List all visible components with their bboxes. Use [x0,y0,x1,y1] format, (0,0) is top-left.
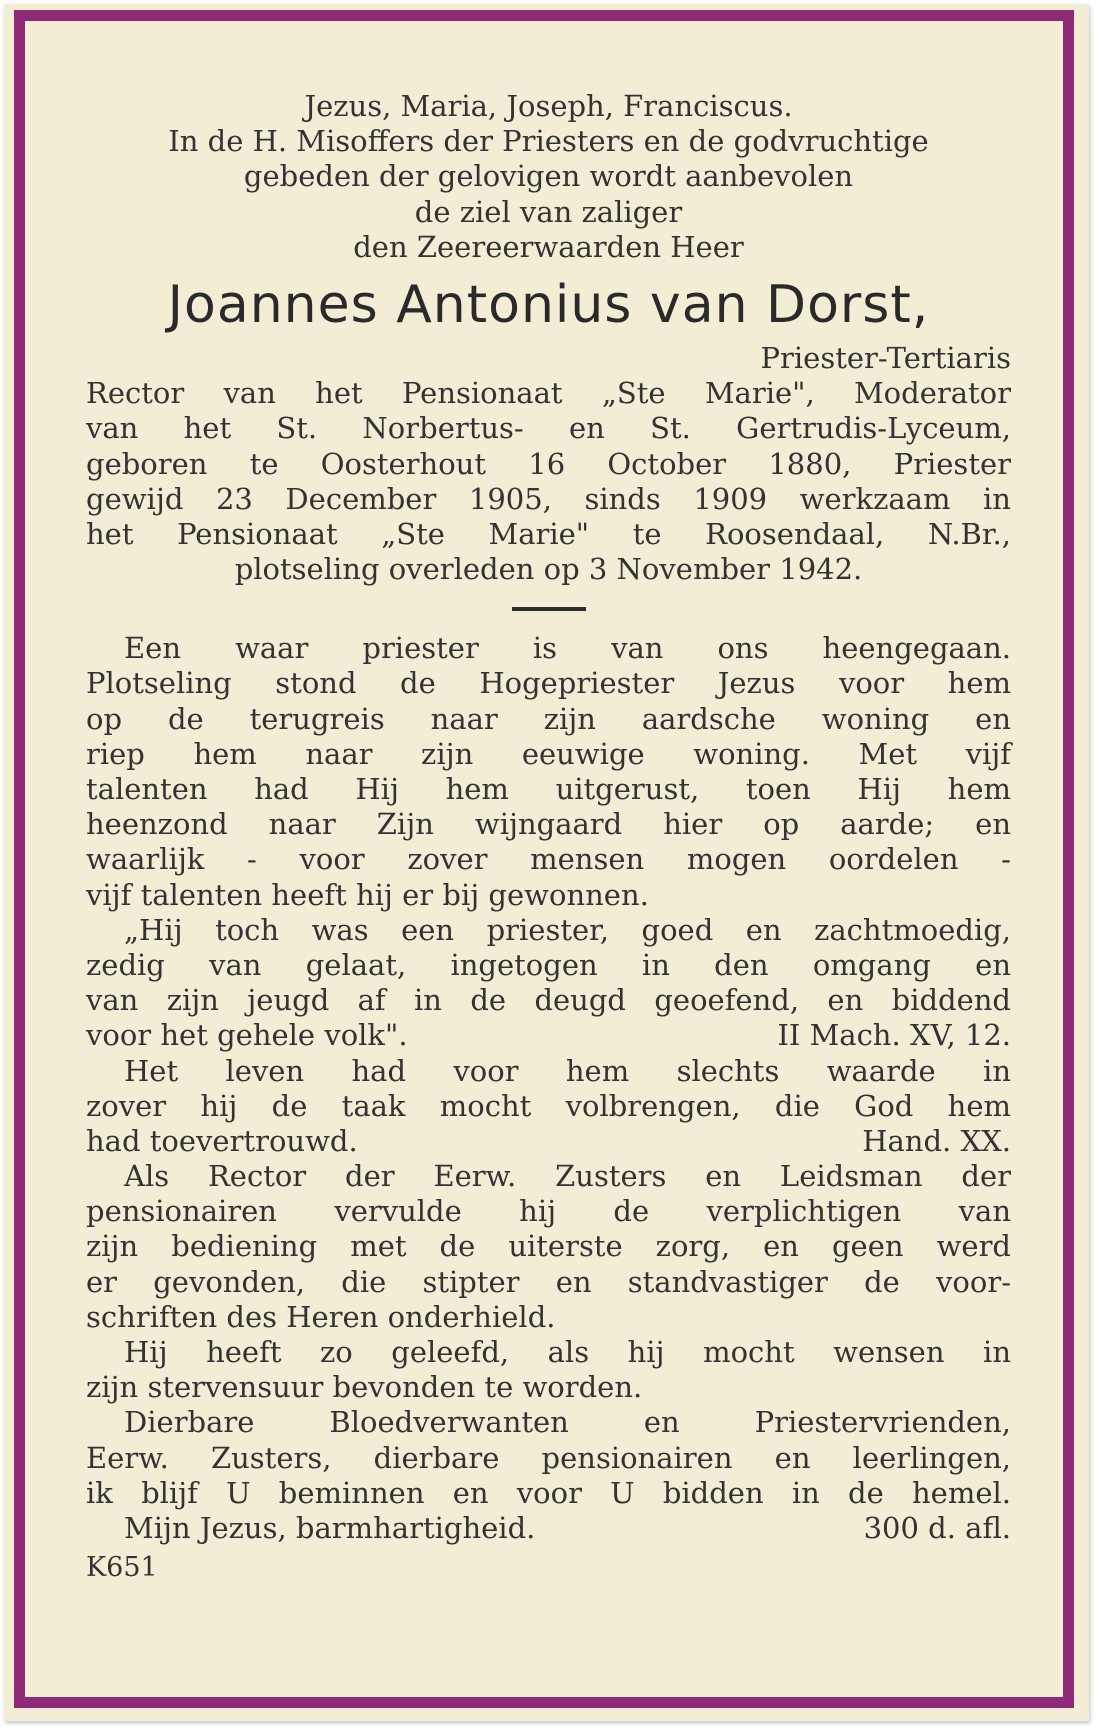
intro-line: de ziel van zaliger [414,194,683,229]
body-line: Als Rector der Eerw. Zusters en Leidsman der [124,1159,1011,1194]
body-line: Dierbare Bloedverwanten en Priestervrienden, [124,1405,1011,1440]
body-line: pensionairen vervulde hij de verplichtigen van [86,1194,1011,1229]
quote-end-line [86,1018,1011,1053]
body-line: heenzond naar Zijn wijngaard hier op aarde; en [86,807,1011,842]
indulgence-note: 300 d. afl. [863,1510,1011,1545]
body-line: zijn stervensuur bevonden te worden. [86,1370,643,1405]
body-line: schriften des Heren onderhield. [86,1299,556,1334]
body-line: Eerw. Zusters, dierbare pensionairen en leerlingen, [86,1440,1011,1475]
biography-line: plotseling overleden op 3 November 1942. [234,552,863,587]
biography-line: het Pensionaat „Ste Marie" te Roosendaal, N.Br., [86,516,1011,551]
print-code: K651 [86,1552,158,1584]
deceased-order: Priester-Tertiaris [760,340,1011,375]
body-line: zijn bediening met de uiterste zorg, en geen werd [86,1229,1011,1264]
body-line: zedig van gelaat, ingetogen in den omgang en [86,947,1011,982]
body-line: Het leven had voor hem slechts waarde in [124,1053,1011,1088]
body-line: zover hij de taak mocht volbrengen, die God hem [86,1088,1011,1123]
quote-end-line [86,1124,1011,1159]
body-line: had toevertrouwd. [86,1123,358,1158]
body-line: voor het gehele volk". [86,1018,408,1053]
body-line: riep hem naar zijn eeuwige woning. Met vijf [86,736,1011,771]
body-line: van zijn jeugd af in de deugd geoefend, en biddend [86,983,1011,1018]
body-line: er gevonden, die stipter en standvastiger de voor- [86,1264,1011,1299]
biography-line: van het St. Norbertus- en St. Gertrudis-Lyceum, [86,411,1011,446]
invocation: Jezus, Maria, Joseph, Franciscus. [304,89,793,123]
body-line: Hij heeft zo geleefd, als hij mocht wensen in [124,1335,1011,1369]
body-line: Plotseling stond de Hogepriester Jezus voor hem [86,666,1011,701]
deceased-name: Joannes Antonius van Dorst, [167,274,930,335]
biography-line: gewijd 23 December 1905, sinds 1909 werkzaam in [86,481,1011,516]
prayer-line [86,1511,1011,1546]
body-line: op de terugreis naar zijn aardsche woning en [86,701,1011,736]
biography-line: Rector van het Pensionaat „Ste Marie", Moderator [86,376,1011,411]
memorial-card [4,4,1089,1721]
intro-line: den Zeereerwaarden Heer [353,229,744,264]
body-line: talenten had Hij hem uitgerust, toen Hij hem [86,772,1011,806]
body-line: Mijn Jezus, barmhartigheid. [124,1510,536,1545]
scripture-reference: Hand. XX. [862,1123,1011,1158]
intro-line: In de H. Misoffers der Priesters en de godvruchtige [168,124,929,159]
scripture-reference: II Mach. XV, 12. [777,1018,1011,1053]
section-divider [512,607,586,611]
section-divider-wrap [86,587,1011,631]
body-line: ik blijf U beminnen en voor U bidden in de hemel. [86,1475,1011,1510]
biography-line: geboren te Oosterhout 16 October 1880, Priester [86,446,1011,481]
card-text [86,89,1011,1585]
body-line: Een waar priester is van ons heengegaan. [124,631,1011,666]
intro-line: gebeden der gelovigen wordt aanbevolen [243,159,854,194]
body-line: waarlijk - voor zover mensen mogen oordelen - [86,842,1011,877]
body-line: vijf talenten heeft hij er bij gewonnen. [86,877,649,912]
body-line: „Hij toch was een priester, goed en zachtmoedig, [124,912,1011,947]
